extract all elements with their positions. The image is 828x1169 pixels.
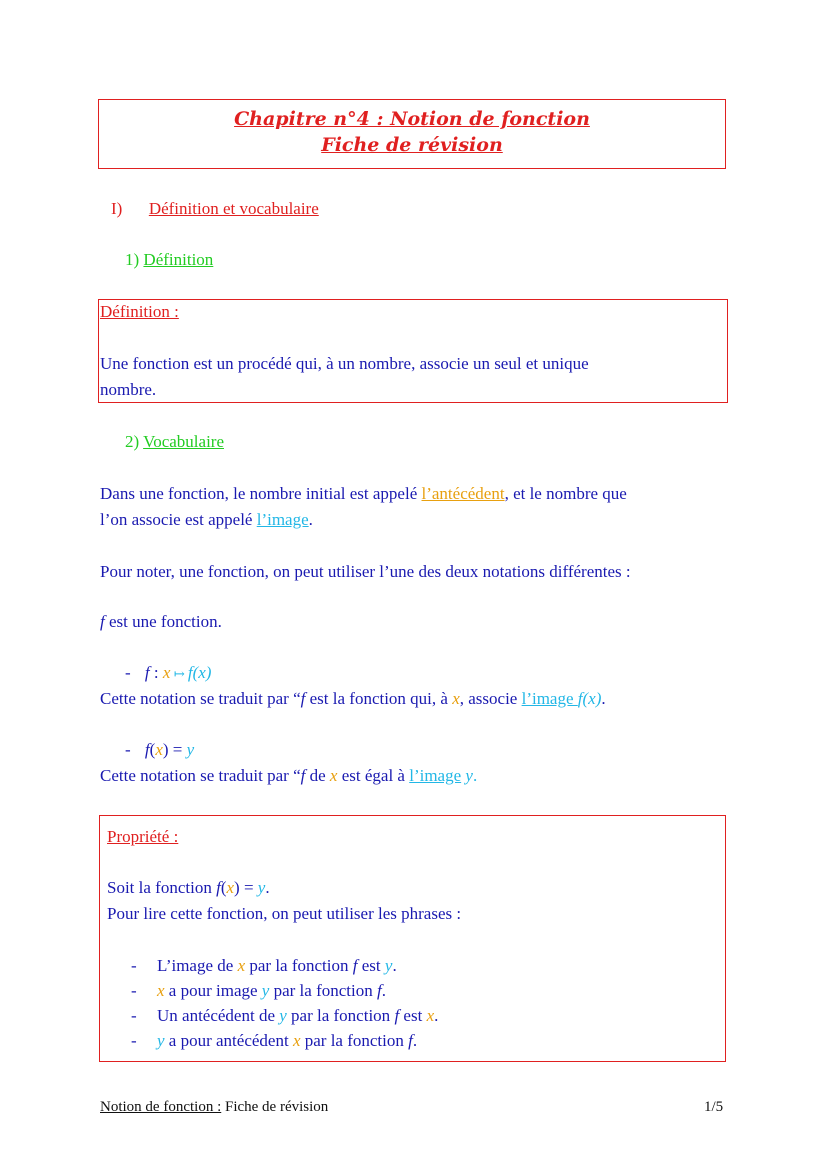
property-item-2: - x a pour image y par la fonction f. (131, 981, 386, 1000)
x-symbol: x (329, 766, 338, 785)
image-term: l’image (409, 766, 462, 785)
definition-text-line1: Une fonction est un procédé qui, à un nombre, associe un seul et unique (100, 354, 589, 373)
f-symbol: f (187, 663, 193, 682)
f-symbol: f (100, 612, 105, 631)
footer-chapter: Notion de fonction : (100, 1099, 222, 1115)
bullet-dash: - (125, 663, 131, 682)
definition-box (98, 299, 728, 403)
fx-symbol: f(x) (577, 689, 602, 708)
image-term: l’image (521, 689, 578, 708)
f-symbol: f (300, 689, 306, 708)
x-symbol: x (155, 740, 163, 759)
y-symbol: y (461, 766, 473, 785)
vocab-paragraph-line2 (100, 510, 313, 530)
f-symbol: f (144, 663, 150, 682)
section-1-number: I) (111, 199, 123, 218)
x-symbol: x (226, 878, 235, 897)
subsection-1-title: Définition (143, 250, 214, 269)
revision-sheet-title: Fiche de révision (321, 134, 503, 156)
explain-text: de (305, 766, 330, 785)
notation-1-explanation (100, 689, 606, 709)
explain-text: Cette notation se traduit par “ (100, 766, 301, 785)
paren-equals: ) = (234, 878, 258, 897)
property-item-3: - Un antécédent de y par la fonction f est x. (131, 1006, 439, 1025)
subsection-2-number: 2) (125, 432, 140, 451)
paren: ( (149, 740, 156, 759)
paren: ( (220, 878, 227, 897)
notation-2-explanation (100, 766, 477, 786)
property-line2: Pour lire cette fonction, on peut utiliser les phrases : (107, 904, 462, 923)
prop-text: . (265, 878, 270, 897)
explain-text: Cette notation se traduit par “ (100, 689, 301, 708)
notation-intro: Pour noter, une fonction, on peut utiliser l’une des deux notations différentes : (100, 562, 631, 581)
fx-arg: (x) (192, 663, 212, 682)
vocab-text: Dans une fonction, le nombre initial est appelé (100, 484, 422, 503)
paren-equals: ) = (162, 740, 187, 759)
definition-label: Définition : (100, 302, 179, 321)
y-symbol: y (186, 740, 195, 759)
subsection-2-heading (125, 432, 224, 452)
bullet-dash: - (125, 740, 131, 759)
f-symbol: f (300, 766, 306, 785)
maps-to-arrow: ↦ (170, 666, 188, 681)
vocab-text: . (308, 510, 313, 529)
vocab-paragraph-line1 (100, 484, 627, 504)
vocab-text: , et le nombre que (504, 484, 627, 503)
f-is-function (100, 612, 222, 632)
prop-text: Soit la fonction (107, 878, 217, 897)
title-box (98, 99, 726, 169)
notation-2-formula (125, 740, 194, 760)
footer-title (100, 1099, 328, 1116)
subsection-1-heading (125, 250, 213, 270)
property-item-4: - y a pour antécédent x par la fonction f. (131, 1031, 418, 1050)
property-line1 (107, 878, 270, 898)
y-symbol: y (257, 878, 266, 897)
property-label: Propriété : (107, 827, 179, 846)
x-symbol: x (162, 663, 171, 682)
vocab-text: est une fonction. (104, 612, 222, 631)
image-term: l’image (256, 510, 309, 529)
subsection-1-number: 1) (125, 250, 140, 269)
f-symbol: f (144, 740, 150, 759)
page-number: 1/5 (704, 1099, 724, 1115)
subsection-2-title: Vocabulaire (143, 432, 224, 451)
explain-text: . (601, 689, 606, 708)
explain-text: est la fonction qui, à (305, 689, 453, 708)
chapter-title: Chapitre n°4 : Notion de fonction (234, 108, 590, 130)
vocab-text: l’on associe est appelé (100, 510, 257, 529)
explain-text: . (472, 766, 478, 785)
x-symbol: x (452, 689, 460, 708)
section-1-heading (111, 199, 319, 219)
explain-text: est égal à (337, 766, 410, 785)
f-symbol: f (216, 878, 221, 897)
footer-sheet: Fiche de révision (221, 1099, 329, 1115)
section-1-title: Définition et vocabulaire (148, 199, 319, 218)
notation-1-formula (125, 663, 211, 683)
antecedent-term: l’antécédent (421, 484, 505, 503)
colon: : (149, 663, 163, 682)
explain-text: , associe (459, 689, 522, 708)
property-item-1: - L’image de x par la fonction f est y. (131, 956, 397, 975)
definition-text-line2: nombre. (100, 380, 157, 399)
